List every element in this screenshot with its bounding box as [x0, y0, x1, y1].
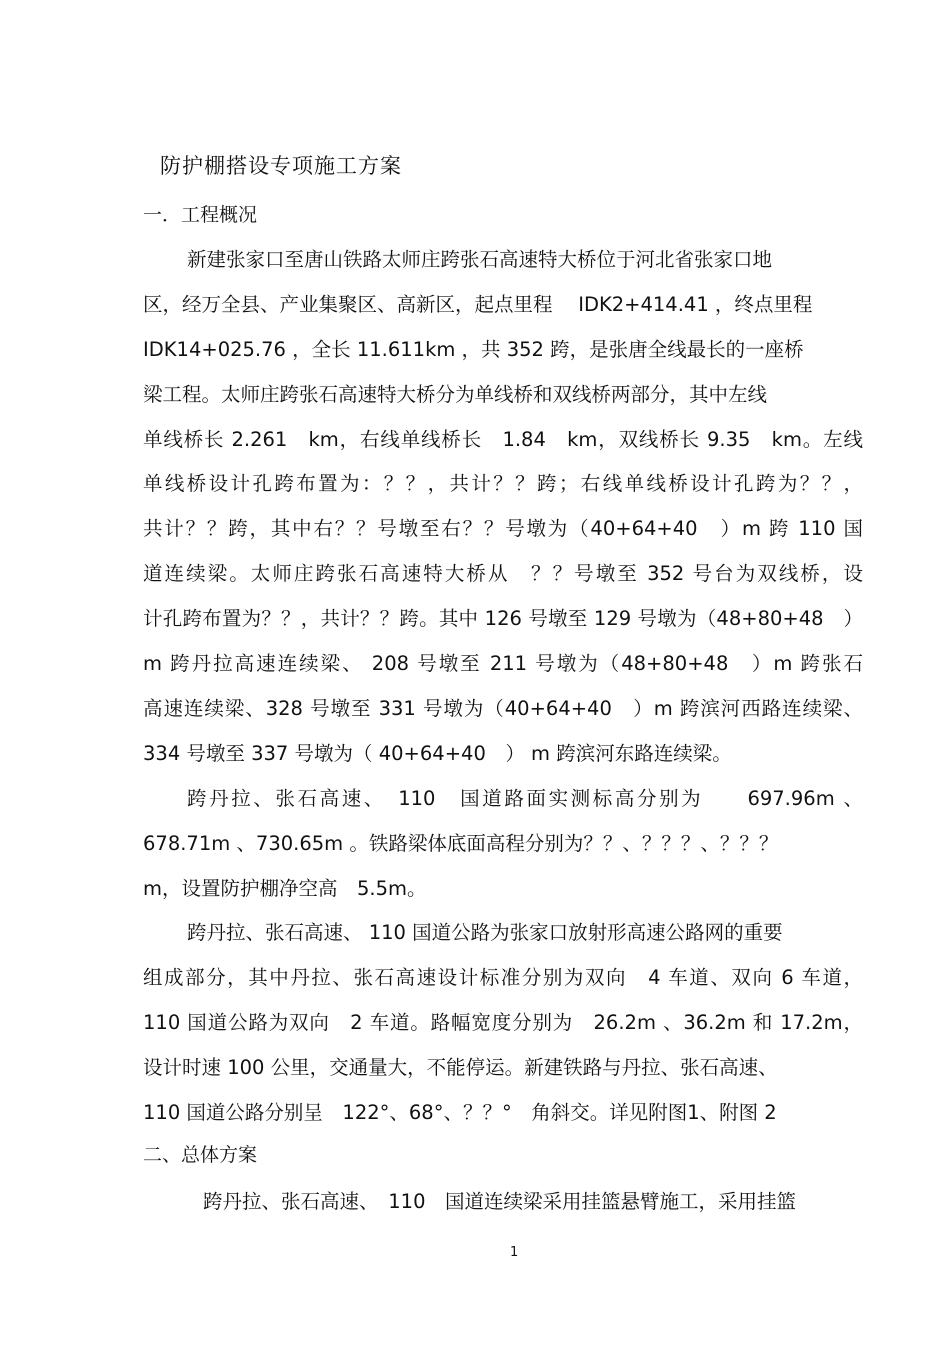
paragraph-line: 新建张家口至唐山铁路太师庄跨张石高速特大桥位于河北省张家口地: [187, 248, 773, 271]
paragraph-line: 678.71m 、730.65m 。铁路梁体底面高程分别为？？、？？？、？？？: [143, 832, 779, 855]
paragraph-line: 110 国道公路分别呈 122°、68°、？？° 角斜交。详见附图1、附图 2: [143, 1101, 777, 1124]
section-heading-overall-plan: 二、总体方案: [143, 1144, 258, 1166]
paragraph-line: 共计？？跨，其中右？？号墩至右？？号墩为（40+64+40 ）m 跨 110 国: [143, 517, 863, 540]
paragraph-line: 道连续梁。太师庄跨张石高速特大桥从 ？？号墩至 352 号台为双线桥，设: [143, 562, 863, 585]
document-title: 防护棚搭设专项施工方案: [160, 154, 402, 178]
paragraph-line: IDK14+025.76 ，全长 11.611km ，共 352 跨，是张唐全线最长的一座桥: [143, 338, 804, 361]
paragraph-line: 跨丹拉、张石高速、 110 国道公路为张家口放射形高速公路网的重要: [187, 921, 783, 944]
paragraph-line: m 跨丹拉高速连续梁、 208 号墩至 211 号墩为（48+80+48 ）m 跨张石: [143, 652, 863, 675]
paragraph-line: 跨丹拉、张石高速、 110 国道连续梁采用挂篮悬臂施工，采用挂篮: [203, 1190, 796, 1213]
paragraph-line: 计孔跨布置为？？，共计？？跨。其中 126 号墩至 129 号墩为（48+80+48 ）: [143, 607, 863, 630]
paragraph-line: 设计时速 100 公里，交通量大，不能停运。新建铁路与丹拉、张石高速、: [143, 1056, 778, 1079]
section-heading-overview: 一．工程概况: [143, 204, 258, 226]
paragraph-line: 334 号墩至 337 号墩为（ 40+64+40 ） m 跨滨河东路连续梁。: [143, 742, 732, 765]
paragraph-line: m，设置防护棚净空高 5.5m。: [143, 877, 427, 900]
paragraph-line: 梁工程。太师庄跨张石高速特大桥分为单线桥和双线桥两部分，其中左线: [143, 383, 768, 406]
paragraph-line: 组成部分，其中丹拉、张石高速设计标准分别为双向 4 车道、双向 6 车道，: [143, 966, 863, 989]
paragraph-line: 跨丹拉、张石高速、 110 国道路面实测标高分别为 697.96m 、: [187, 787, 863, 810]
paragraph-line: 单线桥长 2.261 km，右线单线桥长 1.84 km，双线桥长 9.35 km。左线: [143, 428, 863, 451]
paragraph-line: 区，经万全县、产业集聚区、高新区，起点里程 IDK2+414.41 ，终点里程: [143, 293, 813, 316]
paragraph-line: 单线桥设计孔跨布置为：？？，共计？？跨；右线单线桥设计孔跨为？？，: [143, 472, 863, 495]
paragraph-line: 110 国道公路为双向 2 车道。路幅宽度分别为 26.2m 、36.2m 和 17.2m，: [143, 1011, 863, 1034]
page-number: 1: [510, 1245, 519, 1260]
paragraph-line: 高速连续梁、328 号墩至 331 号墩为（40+64+40 ）m 跨滨河西路连续梁、: [143, 697, 863, 720]
